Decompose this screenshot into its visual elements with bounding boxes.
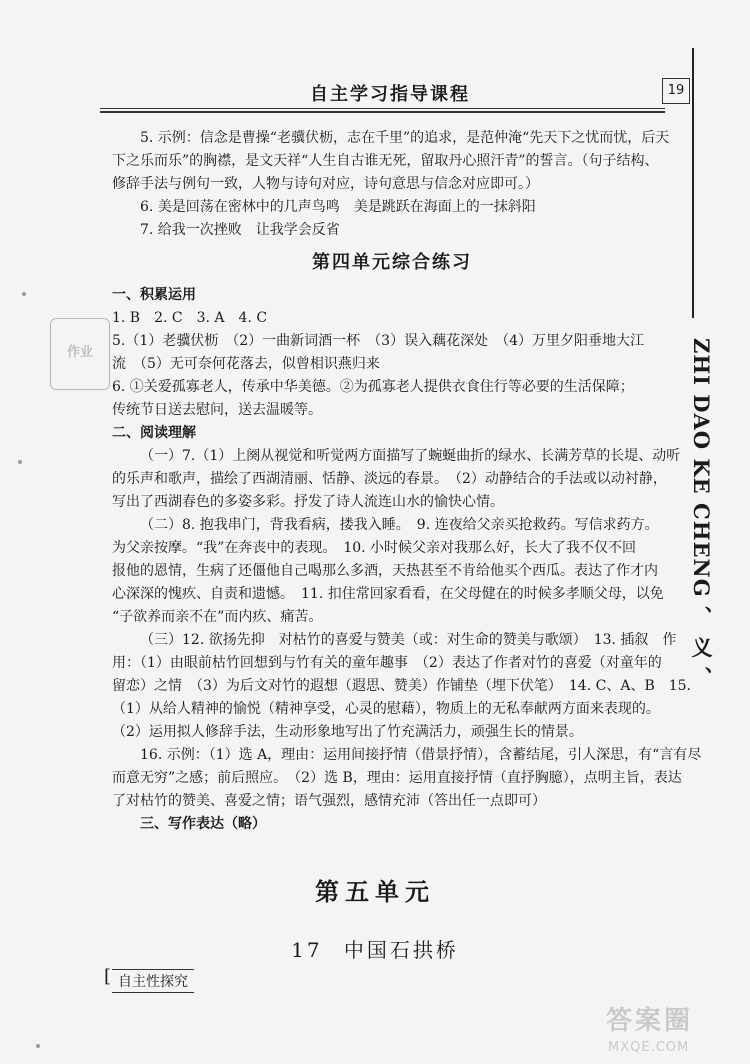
header-rule-thick	[100, 111, 665, 113]
text-line: 6. 美是回荡在密林中的几声鸟鸣 美是跳跃在海面上的一抹斜阳	[140, 199, 536, 215]
text-line: 5. 示例：信念是曹操“老骥伏枥，志在千里”的追求，是范仲淹“先天下之忧而忧，后天	[140, 130, 670, 146]
subheading: 二、阅读理解	[112, 425, 196, 441]
text-line: 留恋）之情 （3）为后文对竹的遐想（遐思、赞美）作铺垫（埋下伏笔） 14. C、A、B 15.	[112, 678, 691, 694]
text-line: 而意无穷”之感；前后照应。 （2）选 B，理由：运用直接抒情（直抒胸臆），点明主旨，表达	[112, 770, 682, 786]
text-line: 心深深的愧疚、自责和遗憾。 11. 扣住常回家看看，在父母健在的时候多孝顺父母，以免	[112, 586, 664, 602]
header-rule	[100, 108, 665, 109]
text-line: 7. 给我一次挫败 让我学会反省	[140, 222, 340, 238]
lesson-name: 中国石拱桥	[343, 938, 459, 962]
text-line: 5.（1）老骥伏枥 （2）一曲新词酒一杯 （3）误入藕花深处 （4）万里夕阳垂地大江	[112, 333, 644, 349]
text-line: （三）12. 欲扬先抑 对枯竹的喜爱与赞美（或：对生命的赞美与歌颂） 13. 插叙 作	[140, 632, 677, 648]
margin-dot	[22, 292, 26, 296]
subheading: 三、写作表达（略）	[140, 816, 266, 832]
text-line: 6. ①关爱孤寡老人，传承中华美德。②为孤寡老人提供衣食住行等必要的生活保障；	[112, 379, 634, 395]
tag-bracket-icon: [	[104, 966, 112, 987]
faded-stamp: 作业	[50, 318, 110, 390]
watermark-logo: 答案圈	[606, 1006, 694, 1036]
text-line: 了对枯竹的赞美、喜爱之情；语气强烈，感情充沛（答出任一点即可）	[112, 793, 546, 809]
text-line: 流 （5）无可奈何花落去，似曾相识燕归来	[112, 356, 380, 372]
text-line: 传统节日送去慰问，送去温暖等。	[112, 402, 322, 418]
margin-dot	[18, 460, 22, 464]
watermark-url: MXQE.COM	[608, 1040, 690, 1055]
text-line: 下之乐而乐”的胸襟，是文天祥“人生自古谁无死，留取丹心照汗青”的誓言。（句子结构、	[112, 153, 659, 169]
lesson-number: 17	[291, 938, 323, 962]
section-title: 第四单元综合练习	[312, 252, 472, 273]
text-line: （2）运用拟人修辞手法，生动形象地写出了竹充满活力，顽强生长的情景。	[112, 724, 583, 740]
text-line: 用：（1）由眼前枯竹回想到与竹有关的童年趣事 （2）表达了作者对竹的喜爱（对童年的	[112, 655, 662, 671]
text-line: （二）8. 抱我串门，背我看病，搂我入睡。 9. 连夜给父亲买抢救药。写信求药方。	[140, 517, 659, 533]
margin-dot	[36, 1044, 40, 1048]
side-rule	[692, 48, 694, 318]
text-line: 修辞手法与例句一致，人物与诗句对应，诗句意思与信念对应即可。）	[112, 176, 539, 192]
text-line: （一）7.（1）上阕从视觉和听觉两方面描写了蜿蜒曲折的绿水、长满芳草的长堤、动听	[140, 448, 681, 464]
text-line: （1）从给人精神的愉悦（精神享受，心灵的慰藉），物质上的无私奉献两方面来表现的。	[112, 701, 660, 717]
text-line: 16. 示例：（1）选 A，理由：运用间接抒情（借景抒情），含蓄结尾，引人深思，有“言有尽	[140, 747, 702, 763]
text-line: 报他的恩情，生病了还僵他自己喝那么多酒，天热甚至不肯给他买个西瓜。表达了作才内	[112, 563, 658, 579]
text-line: 写出了西湖春色的多姿多彩。抒发了诗人流连山水的愉快心情。	[112, 494, 504, 510]
header-title: 自主学习指导课程	[310, 84, 470, 105]
side-running-text: ZHI DAO KE CHENG 、 义 、	[689, 338, 714, 689]
section-tag: 自主性探究	[112, 969, 194, 993]
text-line: 为父亲按摩。“我”在奔丧中的表现。 10. 小时候父亲对我那么好，长大了我不仅不回	[112, 540, 637, 556]
subheading: 一、积累运用	[112, 287, 196, 303]
text-line: 的乐声和歌声，描绘了西湖清丽、恬静、淡远的春景。 （2）动静结合的手法或以动衬静，	[112, 471, 667, 487]
text-line: “子欲养而亲不在”而内疚、痛苦。	[112, 609, 323, 625]
lesson-title	[0, 934, 750, 963]
page-number: 19	[662, 78, 690, 104]
text-line: 1. B 2. C 3. A 4. C	[112, 310, 268, 326]
unit-title: 第五单元	[315, 877, 435, 906]
